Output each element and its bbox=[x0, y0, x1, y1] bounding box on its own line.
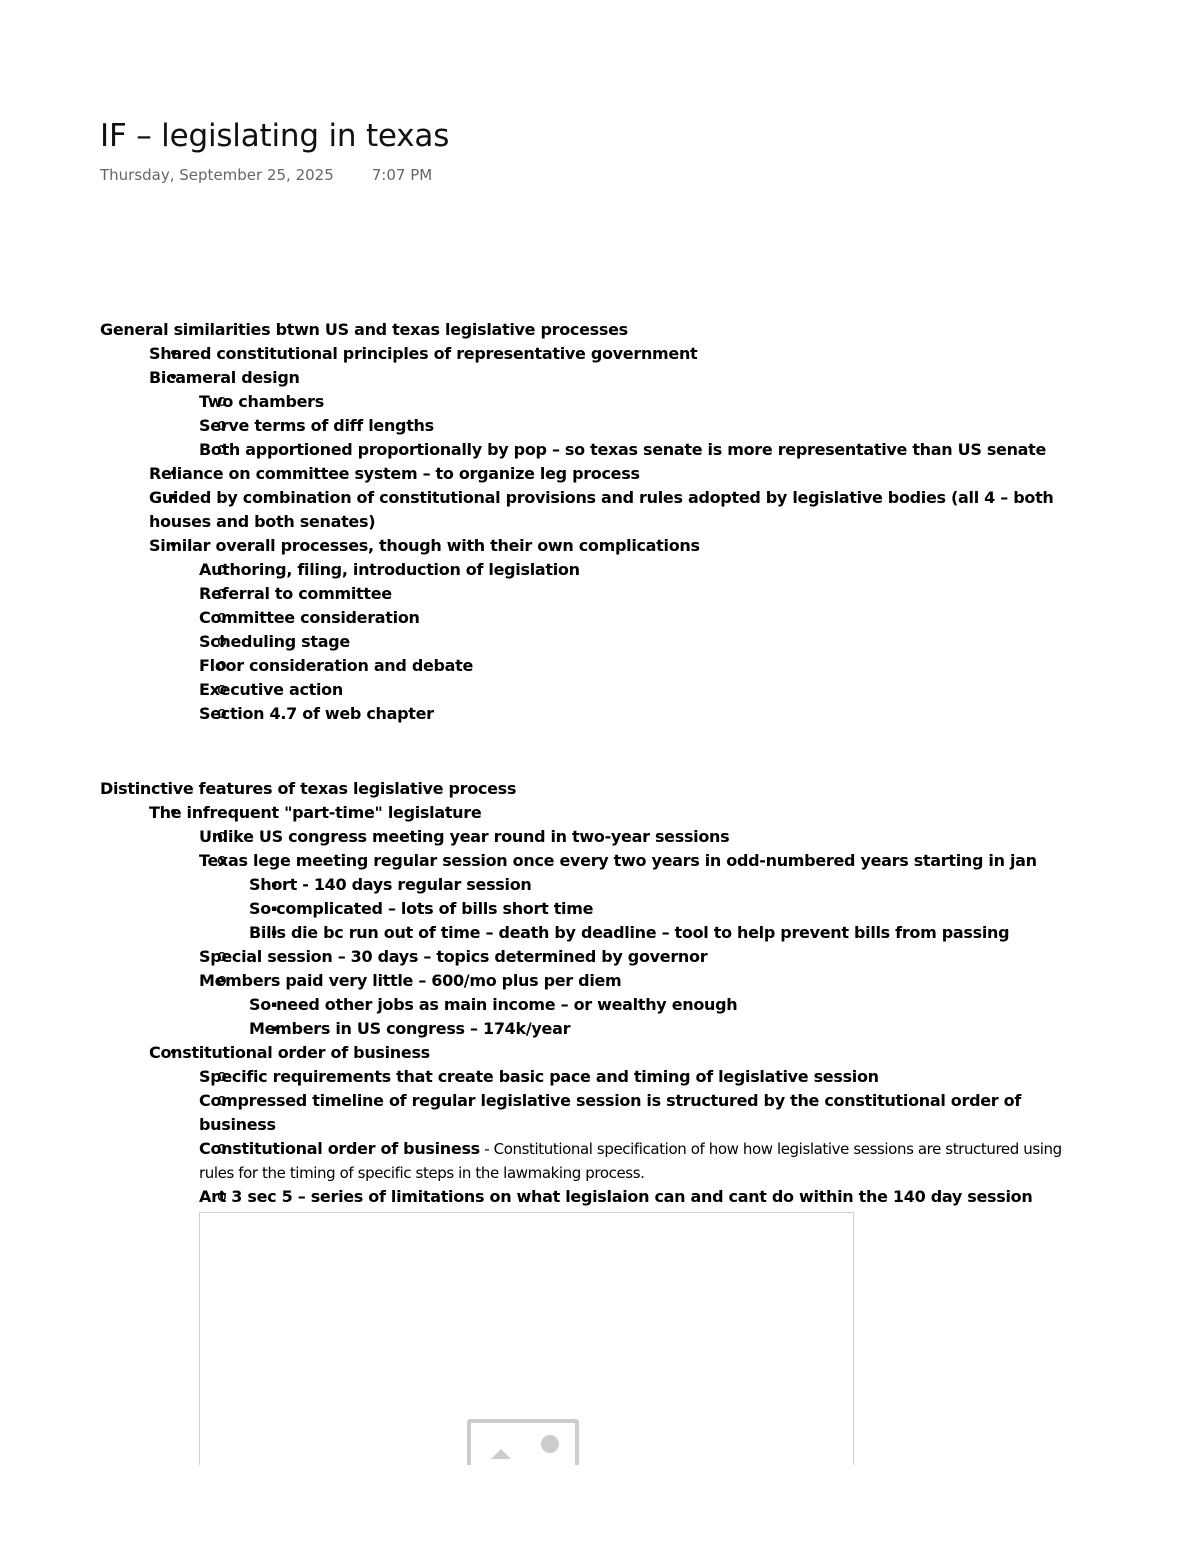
note-body[interactable] bbox=[100, 318, 1080, 1465]
list-item: • Shared constitutional principles of representative government bbox=[149, 342, 1080, 366]
list-item-text: The infrequent "part-time" legislature bbox=[149, 803, 482, 822]
bullet-list bbox=[100, 342, 1080, 726]
sub-list-item: o Specific requirements that create basic pace and timing of legislative session bbox=[199, 1065, 1080, 1089]
list-item-text: Bicameral design bbox=[149, 368, 300, 387]
page-date: Thursday, September 25, 2025 bbox=[100, 166, 334, 184]
sub-sub-list-item: ▪ Short - 140 days regular session bbox=[249, 873, 1080, 897]
page-title: IF – legislating in texas bbox=[100, 118, 450, 154]
sub-sub-list-item: ▪ So complicated – lots of bills short time bbox=[249, 897, 1080, 921]
sub-list-item: o Two chambers bbox=[199, 390, 1080, 414]
sub-list-item: o Unlike US congress meeting year round in two-year sessions bbox=[199, 825, 1080, 849]
sub-list bbox=[149, 825, 1080, 1041]
spacer bbox=[100, 726, 1080, 777]
sub-sub-list-item: ▪ So need other jobs as main income – or wealthy enough bbox=[249, 993, 1080, 1017]
sub-list-item: o Art 3 sec 5 – series of limitations on what legislaion can and cant do within the 140 day session bbox=[199, 1185, 1080, 1209]
sub-list-item: o Executive action bbox=[199, 678, 1080, 702]
sub-list-item: o Both apportioned proportionally by pop – so texas senate is more representative than US senate bbox=[199, 438, 1080, 462]
list-item-text: Similar overall processes, though with their own complications bbox=[149, 536, 700, 555]
page-meta bbox=[100, 166, 432, 184]
definition-term: Constitutional order of business bbox=[199, 1139, 480, 1158]
list-item bbox=[149, 534, 1080, 726]
list-item bbox=[149, 1041, 1080, 1209]
sub-sub-list-item: ▪ Members in US congress – 174k/year bbox=[249, 1017, 1080, 1041]
sub-list-item-text: Texas lege meeting regular session once every two years in odd-numbered years starting in jan bbox=[199, 851, 1037, 870]
image-placeholder-sun bbox=[541, 1435, 559, 1453]
sub-list-item: o Special session – 30 days – topics determined by governor bbox=[199, 945, 1080, 969]
image-placeholder-mountain bbox=[491, 1449, 511, 1459]
sub-list-item: o Scheduling stage bbox=[199, 630, 1080, 654]
page-time: 7:07 PM bbox=[371, 166, 433, 184]
image-placeholder-icon bbox=[467, 1419, 579, 1465]
sub-list-item: o Serve terms of diff lengths bbox=[199, 414, 1080, 438]
sub-list bbox=[149, 1065, 1080, 1209]
sub-list-item bbox=[199, 849, 1080, 945]
sub-list-item bbox=[199, 969, 1080, 1041]
sub-list-item bbox=[199, 1137, 1080, 1185]
section-heading: Distinctive features of texas legislative process bbox=[100, 779, 517, 798]
sub-sub-list-item: ▪ Bills die bc run out of time – death by deadline – tool to help prevent bills from passing bbox=[249, 921, 1080, 945]
embedded-image[interactable] bbox=[199, 1212, 854, 1465]
list-item bbox=[149, 366, 1080, 462]
sub-list-item: o Authoring, filing, introduction of legislation bbox=[199, 558, 1080, 582]
sub-list bbox=[149, 558, 1080, 726]
sub-sub-list bbox=[199, 873, 1080, 945]
list-item: • Guided by combination of constitutional provisions and rules adopted by legislative bodies (all 4 – both houses and both senates) bbox=[149, 486, 1080, 534]
sub-list-item-text: Members paid very little – 600/mo plus per diem bbox=[199, 971, 622, 990]
sub-list bbox=[149, 390, 1080, 462]
sub-list-item: o Referral to committee bbox=[199, 582, 1080, 606]
list-item: • Reliance on committee system – to organize leg process bbox=[149, 462, 1080, 486]
sub-list-item: o Section 4.7 of web chapter bbox=[199, 702, 1080, 726]
sub-list-item: o Committee consideration bbox=[199, 606, 1080, 630]
sub-list-item: o Compressed timeline of regular legislative session is structured by the constitutional order of business bbox=[199, 1089, 1080, 1137]
list-item-text: Constitutional order of business bbox=[149, 1043, 430, 1062]
section-heading: General similarities btwn US and texas legislative processes bbox=[100, 320, 628, 339]
bullet-list bbox=[100, 801, 1080, 1209]
definition-text: - Constitutional specification of how how legislative sessions are structured using rules for the timing of specific steps in the lawmaking process. bbox=[199, 1140, 1062, 1182]
sub-sub-list bbox=[199, 993, 1080, 1041]
sub-list-item: o Floor consideration and debate bbox=[199, 654, 1080, 678]
list-item bbox=[149, 801, 1080, 1041]
